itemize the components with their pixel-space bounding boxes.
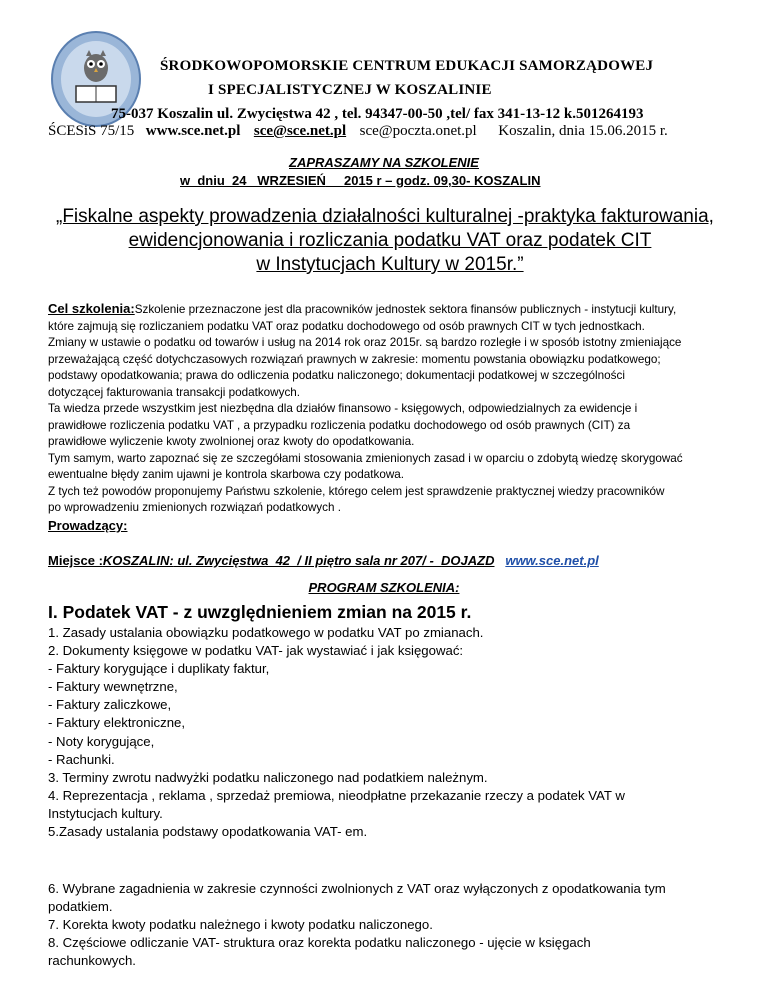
goal-line: podstawy opodatkowania; prawa do odliczenia podatku naliczonego; dokumentacji podatkowej w szczególności — [48, 369, 625, 382]
program-item: 6. Wybrane zagadnienia w zakresie czynności zwolnionych z VAT oraz wyłączonych z opodatkowania tym — [48, 881, 666, 896]
organization-name-line2: I SPECJALISTYCZNEJ W KOSZALINIE — [208, 82, 492, 98]
program-item: Instytucjach kultury. — [48, 805, 163, 821]
invitation-date: w dniu 24 WRZESIEŃ — [180, 173, 326, 188]
invitation-time-place: 2015 r – godz. 09,30- KOSZALIN — [343, 173, 541, 188]
organization-name-line1: ŚRODKOWOPOMORSKIE CENTRUM EDUKACJI SAMORZĄDOWEJ — [160, 58, 654, 74]
program-item: 1. Zasady ustalania obowiązku podatkowego w podatku VAT po zmianach. — [48, 625, 484, 640]
goal-text: Szkolenie przeznaczone jest dla pracowników jednostek sektora finansów publicznych - instytucji kultury, — [134, 303, 677, 316]
program-item: 4. Reprezentacja , reklama , sprzedaż premiowa, nieodpłatne przekazanie rzeczy a podatek VAT w — [48, 787, 625, 803]
training-location — [48, 553, 599, 568]
lecturer-label: Prowadzący: — [48, 518, 128, 533]
place-and-date: Koszalin, dnia 15.06.2015 r. — [498, 123, 668, 139]
program-items-part1 — [48, 624, 738, 841]
location-city: KOSZALIN: — [102, 553, 174, 568]
training-title-line: ewidencjonowania i rozliczania podatku VAT oraz podatek CIT — [128, 230, 652, 251]
email-link-secondary[interactable]: sce@poczta.onet.pl — [359, 123, 477, 139]
training-goal — [48, 301, 728, 517]
goal-first-line — [48, 301, 728, 319]
location-label: Miejsce : — [48, 553, 103, 568]
goal-line: które zajmują się rozliczaniem podatku VAT oraz podatku dochodowego od osób prawnych CIT w tych jednostkach. — [48, 319, 645, 333]
goal-line: prawidłowe wyliczenie kwoty zwolnionej oraz kwoty do opodatkowania. — [48, 435, 415, 448]
organization-address: 75-037 Koszalin ul. Zwycięstwa 42 , tel. 94347-00-50 ,tel/ fax 341-13-12 k.501264193 — [111, 106, 644, 122]
directions-link[interactable]: www.sce.net.pl — [505, 553, 599, 568]
training-title — [40, 205, 740, 277]
section-heading-vat: I. Podatek VAT - z uwzględnieniem zmian na 2015 r. — [48, 602, 472, 622]
program-item: - Faktury zaliczkowe, — [48, 697, 172, 713]
program-items-part2 — [48, 880, 738, 970]
goal-line: ewentualne błędy zanim ujawni je kontrola skarbowa czy podatkowa. — [48, 468, 405, 481]
training-title-line: w Instytucjach Kultury w 2015r.” — [256, 254, 524, 275]
goal-label: Cel szkolenia: — [48, 301, 135, 316]
program-item: podatkiem. — [48, 899, 113, 915]
training-title-line: „Fiskalne aspekty prowadzenia działalności kulturalnej -praktyka fakturowania, — [56, 206, 714, 227]
program-item: - Noty korygujące, — [48, 733, 155, 749]
location-address: ul. Zwycięstwa 42 / II piętro sala nr 207/ - — [173, 553, 442, 568]
program-item: - Faktury elektroniczne, — [48, 715, 186, 731]
program-item: 5.Zasady ustalania podstawy opodatkowania VAT- em. — [48, 824, 368, 840]
goal-line: Z tych też powodów proponujemy Państwu szkolenie, którego celem jest sprawdzenie praktycznej wiedzy pracowników — [48, 484, 665, 498]
program-item: - Faktury korygujące i duplikaty faktur, — [48, 661, 270, 677]
goal-line: przeważającą część dotychczasowych rozwiązań prawnych w zakresie: momentu powstania obowiązku podatkowego; — [48, 352, 661, 366]
reference-line — [48, 123, 668, 140]
goal-line: Tym samym, warto zapoznać się ze szczegółami stosowania zmienionych zasad i w oparciu o zdobytą wiedzę skorygować — [48, 451, 683, 465]
reference-number: ŚCESiS 75/15 — [48, 123, 135, 139]
program-item: 2. Dokumenty księgowe w podatku VAT- jak wystawiać i jak księgować: — [48, 643, 464, 659]
program-item: - Faktury wewnętrzne, — [48, 679, 178, 695]
directions-label: DOJAZD — [441, 553, 495, 568]
email-link-primary[interactable]: sce@sce.net.pl — [253, 123, 347, 139]
program-heading: PROGRAM SZKOLENIA: — [308, 580, 460, 595]
program-item: rachunkowych. — [48, 953, 136, 969]
goal-line: dotyczącej fakturowania transakcji podatkowych. — [48, 385, 301, 399]
goal-line: prawidłowe rozliczenia podatku VAT , a przypadku rozliczenia podatku dochodowego od osób prawnych (CIT) za — [48, 418, 631, 432]
invitation-date-line — [180, 173, 540, 188]
program-item: 3. Terminy zwrotu nadwyżki podatku naliczonego nad podatkiem należnym. — [48, 769, 488, 785]
goal-line: Ta wiedza przede wszystkim jest niezbędna dla działów finansowo - księgowych, odpowiedzialnych za ewidencje i — [48, 402, 638, 415]
program-item: 7. Korekta kwoty podatku należnego i kwoty podatku naliczonego. — [48, 917, 433, 933]
program-item: 8. Częściowe odliczanie VAT- struktura oraz korekta podatku naliczonego - ujęcie w księgach — [48, 935, 591, 951]
website-link[interactable]: www.sce.net.pl — [145, 123, 241, 139]
goal-line: po wprowadzeniu zmienionych rozwiązań podatkowych . — [48, 501, 341, 514]
program-item: - Rachunki. — [48, 751, 115, 767]
invitation-heading: ZAPRASZAMY NA SZKOLENIE — [289, 155, 479, 170]
goal-line: Zmiany w ustawie o podatku od towarów i usług na 2014 rok oraz 2015r. są bardzo rozległe i w sposób istotny zmieniające — [48, 336, 682, 349]
